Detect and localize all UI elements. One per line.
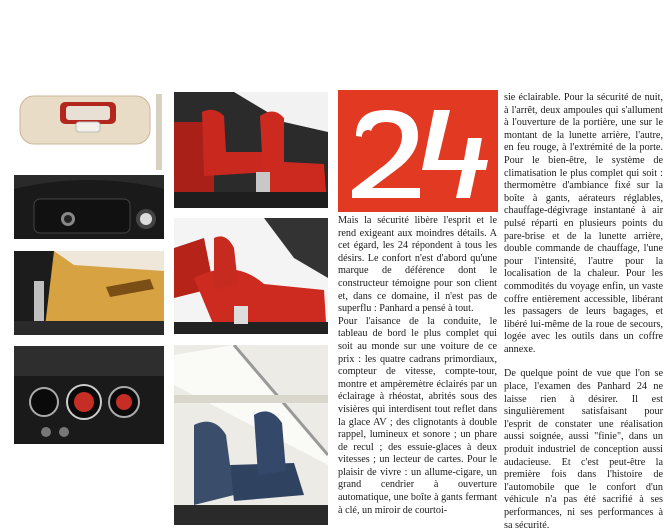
article-column-middle [338, 215, 497, 517]
paragraph: Pour l'aisance de la conduite, le tableau de bord le plus complet qui soit au monde sur une voiture de ce prix : les quatre cadrans primordiaux, compteur de vitesse, compte-tour, montre et ampèremètre éclairés par un éclairage à rhéostat, abrités sous des visières qui interdisent tout reflet dans la glace AV ; des clignotants à double rappel, lumineux et sonore ; un phare de recul ; des essuie-glaces à deux vitesses ; un lecteur de cartes. Pour le plaisir de vivre : un allume-cigare, un grand cendrier à ouverture automatique, une boîte à gants fermant à clé, un miroir de courtoi- [338, 315, 497, 516]
photo-instrument-panel [14, 346, 164, 444]
photo-door-panel [14, 251, 164, 335]
paragraph: Mais la sécurité libère l'esprit et le rend exigeant aux moindres détails. A cet égard, les 24 répondent à tous les désirs. Le confort n'est d'abord qu'une marque de déférence dont le constructeur témoigne pour son client et, dans ce domaine, il n'est pas de superflu : Panhard a pensé à tout. [338, 215, 497, 315]
photo-glovebox-dashboard [14, 175, 164, 239]
panhard-24-logo [338, 90, 498, 212]
photo-sun-visor-mirror [14, 92, 164, 170]
photo-blue-seats-interior [174, 345, 328, 525]
paragraph: De quelque point de vue que l'on se place, l'examen des Panhard 24 ne laisse rien à désirer. Il est singulièrement satisfaisant pour l'esprit de constater une réalisation aussi soignée, aussi "finie", dans un produit industriel de conception aussi audacieuse. Et c'est peut-être la première fois dans l'histoire de l'automobile que le confort d'un véhicule n'a pas été sacrifié à ses performances, ni ses performances à sa sécurité. [504, 368, 663, 531]
paragraph: sie éclairable. Pour la sécurité de nuit, à l'arrêt, deux ampoules qui s'allument à l'ouverture de la portière, une sur le montant de la lunette arrière, l'autre, en feu rouge, à l'extrémité de la porte. Pour le bien-être, le système de climatisation le plus complet qui soit : thermomètre d'ambiance fixé sur la boîte à gants, aérateurs réglables, chauffage-dégivrage instantané à air pulsé réparti en plusieurs points du pare-brise et de la lunette arrière, double commande de chauffage, l'une pour l'intensité, l'autre pour la localisation de la chaleur. Pour les commodités du voyage enfin, un vaste coffre entièrement accessible, libérant les passagers de leurs bagages, et libéré lui-même de la roue de secours, logée avec les outils dans un coffre annexe. [504, 92, 663, 355]
photo-reclined-seats [174, 218, 328, 334]
article-column-right [504, 92, 663, 532]
photo-red-front-seats [174, 92, 328, 208]
